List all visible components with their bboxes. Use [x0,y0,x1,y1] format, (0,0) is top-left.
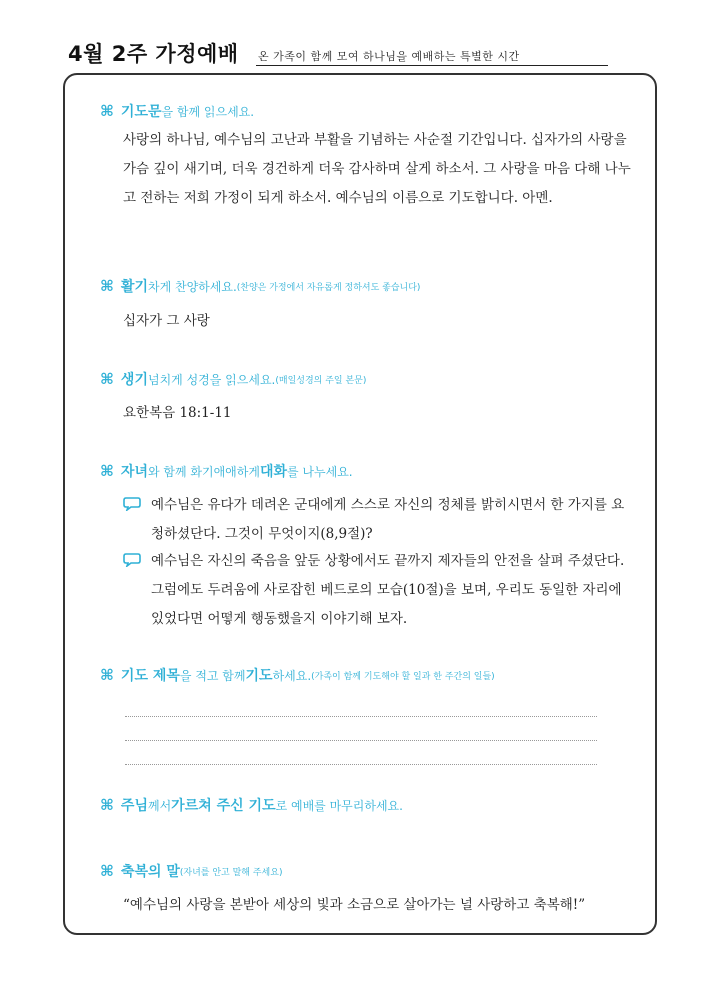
blessing-heading: ⌘ 축복의 말 (자녀를 안고 말해 주세요) [100,862,283,880]
clover-knot-icon: ⌘ [100,862,114,880]
clover-knot-icon: ⌘ [100,796,114,814]
question-item [123,491,633,551]
page-title: 4월 2주 가정예배 [68,42,239,66]
clover-knot-icon: ⌘ [100,370,114,388]
praise-section-heading: ⌘ 활기 차게 찬양하세요. (찬양은 가정에서 자유롭게 정하셔도 좋습니다) [100,277,421,295]
speech-bubble-icon [123,553,141,567]
blessing-text: “예수님의 사랑을 본받아 세상의 빛과 소금으로 살아가는 널 사랑하고 축복해!” [123,897,586,913]
question-text: 예수님은 유다가 데려온 군대에게 스스로 자신의 정체를 밝히시면서 한 가지를 요청하셨단다. 그것이 무엇이지(8,9절)? [151,497,625,542]
scripture-reference: 요한복음 18:1-11 [123,405,232,421]
clover-knot-icon: ⌘ [100,277,114,295]
page-header [68,38,608,68]
lords-prayer-heading: ⌘ 주님 께서 가르쳐 주신 기도 로 예배를 마무리하세요. [100,796,403,814]
prayer-topic-line[interactable] [125,740,597,741]
clover-knot-icon: ⌘ [100,462,114,480]
prayer-topics-heading: ⌘ 기도 제목 을 적고 함께 기도 하세요. (가족이 함께 기도해야 할 일과 한 주간의 일들) [100,666,495,684]
clover-knot-icon: ⌘ [100,102,114,120]
page-subtitle: 온 가족이 함께 모여 하나님을 예배하는 특별한 시간 [258,50,520,63]
praise-song-title: 십자가 그 사랑 [123,313,210,329]
prayer-section-heading: ⌘ 기도문 을 함께 읽으세요. [100,102,255,120]
prayer-text: 사랑의 하나님, 예수님의 고난과 부활을 기념하는 사순절 기간입니다. 십자가의 사랑을 가슴 깊이 새기며, 더욱 경건하게 더욱 감사하며 살게 하소서. 그 사랑을 마음 다해 나누고 전하는 저희 가정이 되게 하소서. 예수님의 이름으로 기도합니다. 아멘. [123,132,631,206]
header-underline [256,65,608,66]
question-item [123,547,633,637]
question-text: 예수님은 자신의 죽음을 앞둔 상황에서도 끝까지 제자들의 안전을 살펴 주셨단다. 그럼에도 두려움에 사로잡힌 베드로의 모습(10절)을 보며, 우리도 동일한 자리에 있었다면 어떻게 행동했을지 이야기해 보자. [151,553,625,627]
prayer-topic-line[interactable] [125,716,597,717]
scripture-section-heading: ⌘ 생기 넘치게 성경을 읽으세요. (매일성경의 주일 본문) [100,370,367,388]
speech-bubble-icon [123,497,141,511]
clover-knot-icon: ⌘ [100,666,114,684]
talk-section-heading: ⌘ 자녀 와 함께 화기애애하게 대화 를 나누세요. [100,462,353,480]
prayer-topic-line[interactable] [125,764,597,765]
